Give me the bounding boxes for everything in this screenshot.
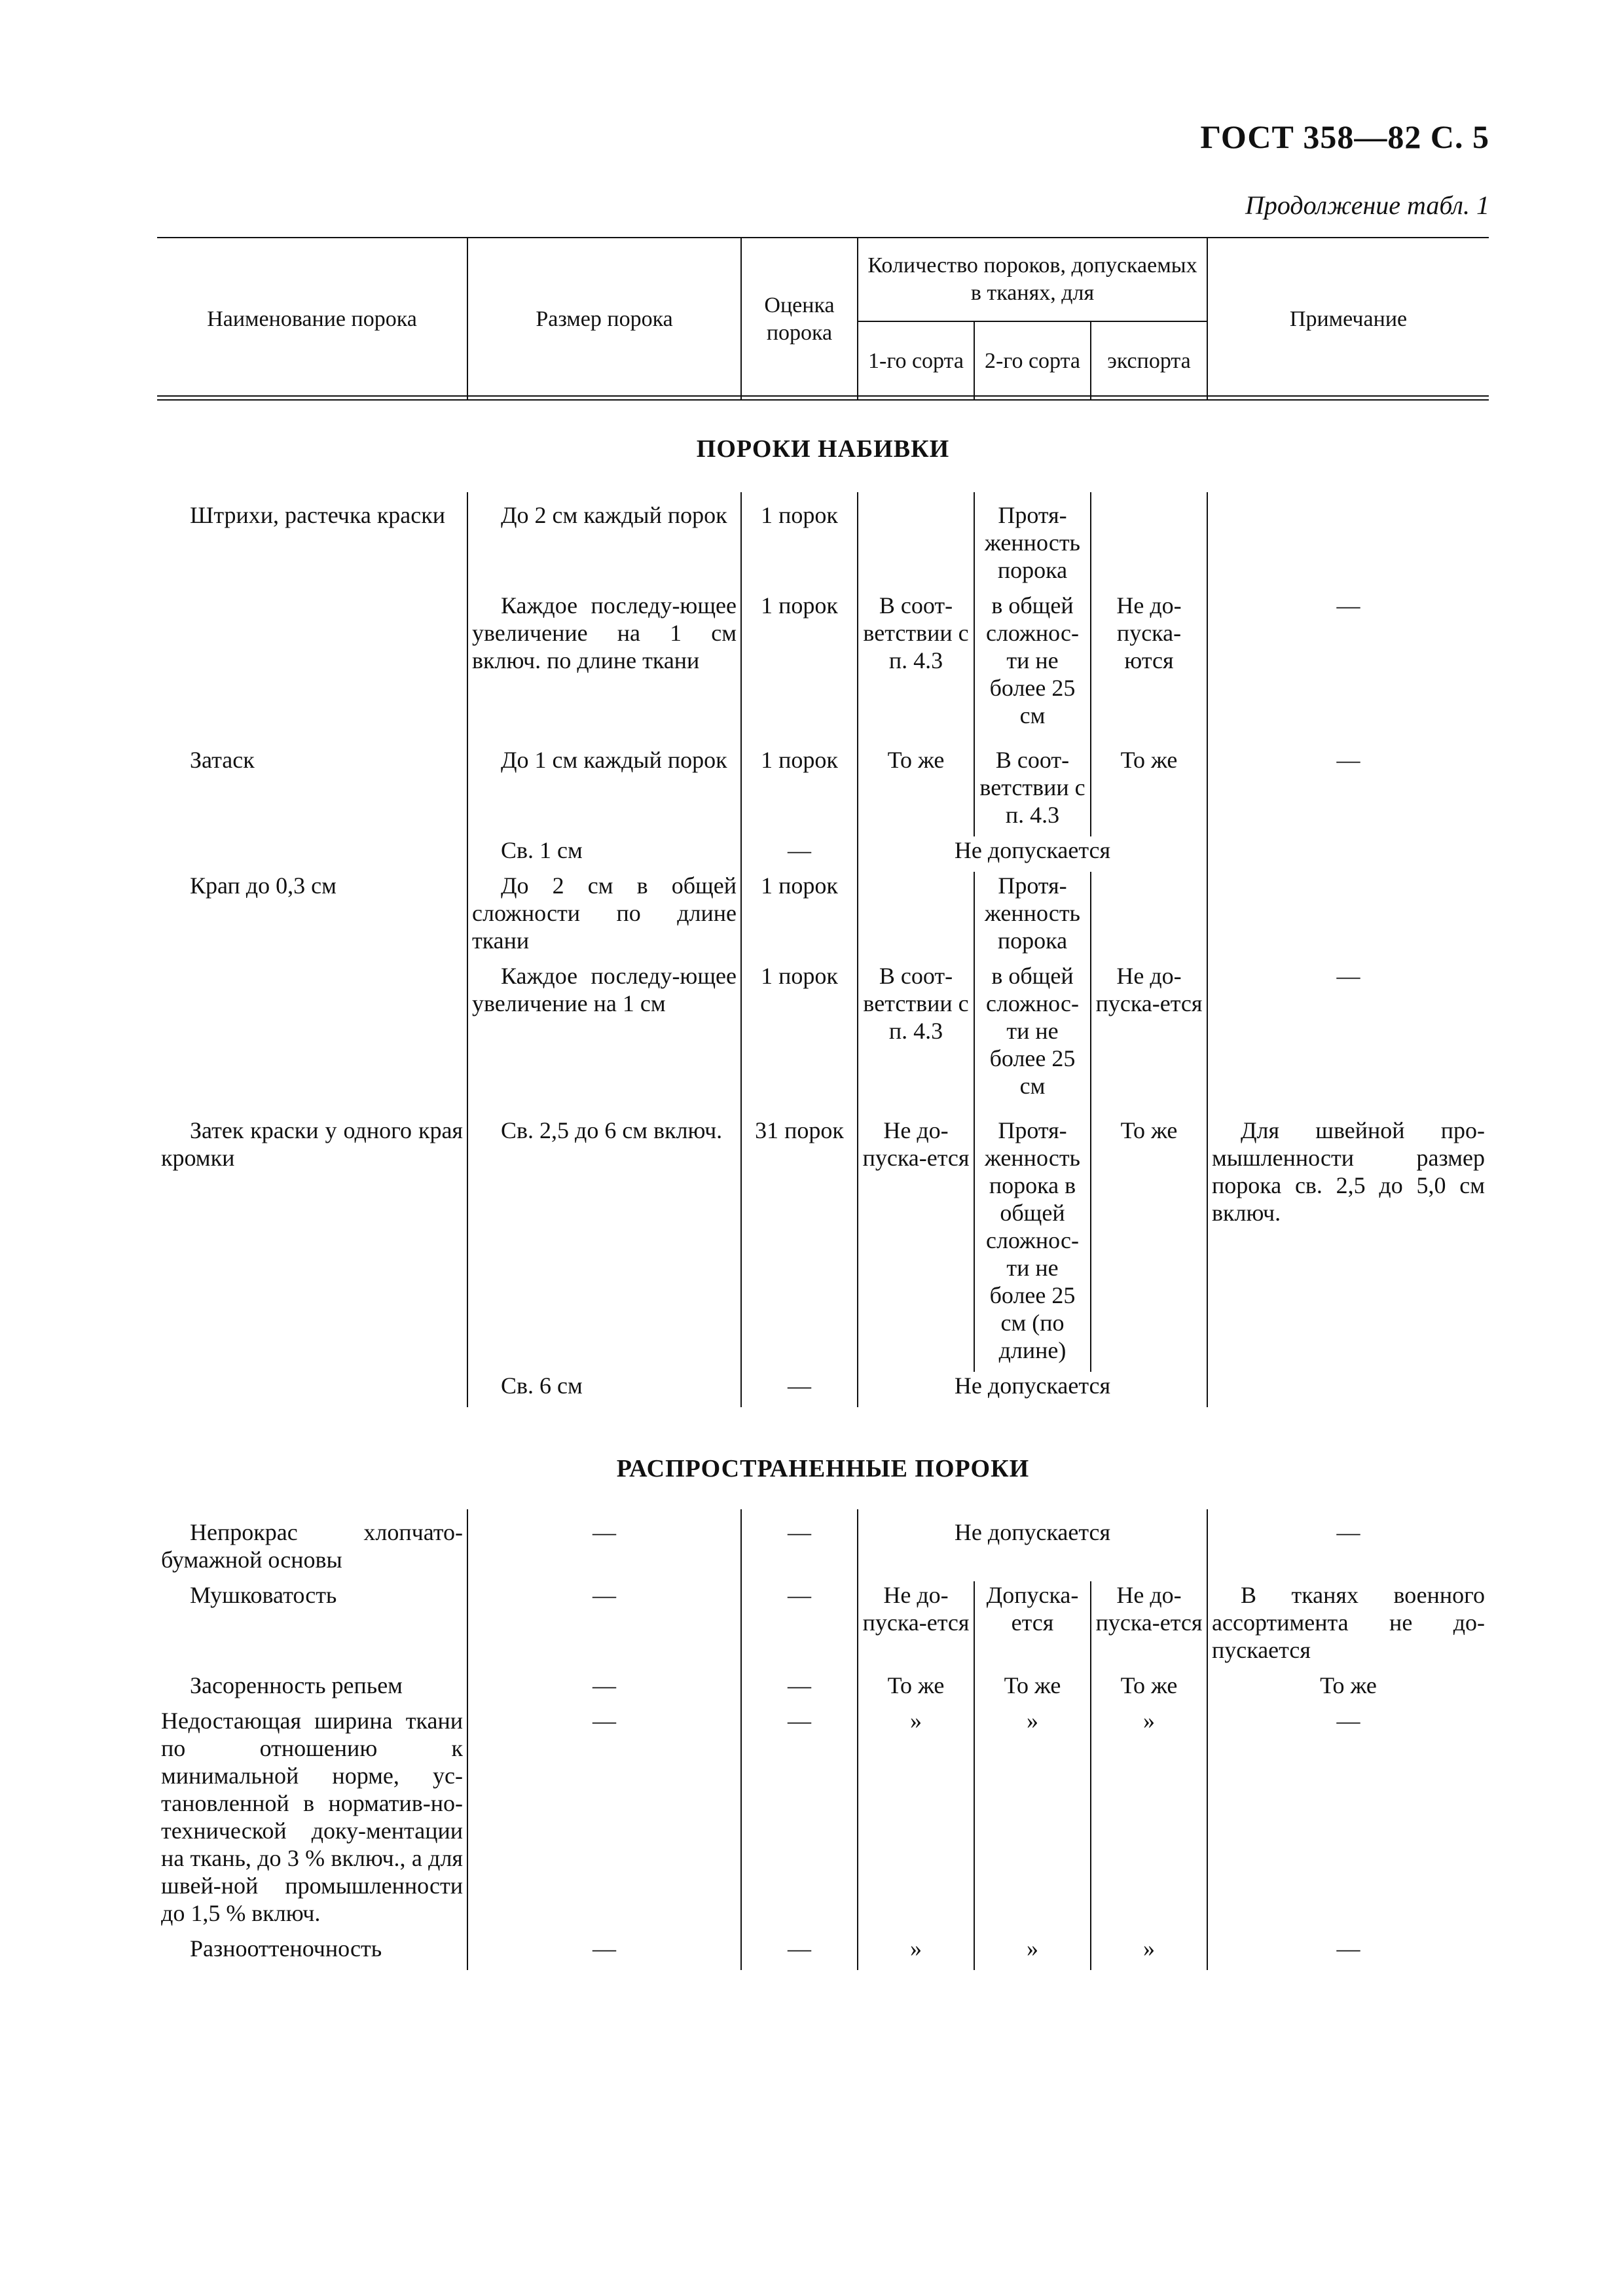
defect-size: — — [467, 1581, 741, 1672]
table-row — [157, 1107, 1489, 1372]
defect-size: Каждое последу-ющее увеличение на 1 см — [467, 962, 741, 1107]
col-header-grade1: 1-го сорта — [858, 321, 974, 401]
defect-name: Штрихи, растечка краски — [157, 492, 467, 592]
defect-name: Разнооттеночность — [157, 1935, 467, 1970]
export-value: Не до-пуска-ется — [1091, 1581, 1207, 1672]
defect-name: Затаск — [157, 737, 467, 836]
defect-score: — — [741, 836, 858, 872]
grade1-value — [858, 872, 974, 962]
grade1-value: » — [858, 1935, 974, 1970]
col-header-name: Наименование порока — [157, 238, 467, 401]
export-value: То же — [1091, 1672, 1207, 1707]
defect-name: Непрокрас хлопчато-бумажной основы — [157, 1509, 467, 1581]
defects-table-common — [157, 1509, 1489, 1970]
defects-table-printing — [157, 492, 1489, 1407]
col-header-grade2: 2-го сорта — [974, 321, 1091, 401]
grade2-value: Протя-женность порока в общей сложнос-ти не более 25 см (по длине) — [974, 1107, 1091, 1372]
table-row — [157, 592, 1489, 737]
defect-score: — — [741, 1935, 858, 1970]
note-value: То же — [1320, 1672, 1377, 1698]
col-header-score: Оценка порока — [741, 238, 858, 401]
export-value: Не до-пуска-ется — [1091, 962, 1207, 1107]
table-row — [157, 1707, 1489, 1935]
note-value: — — [1336, 963, 1360, 989]
defect-size: Св. 1 см — [467, 836, 741, 872]
defect-name: Мушковатость — [157, 1581, 467, 1672]
section-title: ПОРОКИ НАБИВКИ — [696, 435, 950, 463]
table-row — [157, 492, 1489, 592]
defect-name — [157, 962, 467, 1107]
grade1-value: То же — [858, 737, 974, 836]
merged-qty-value: Не допускается — [858, 1372, 1207, 1407]
export-value: То же — [1091, 737, 1207, 836]
grade1-value: В соот-ветствии с п. 4.3 — [858, 592, 974, 737]
page-header: ГОСТ 358—82 С. 5 — [1200, 118, 1489, 155]
defect-score: 1 порок — [741, 962, 858, 1107]
defect-size: Св. 6 см — [467, 1372, 741, 1407]
table-row — [157, 836, 1489, 872]
note-value: — — [1336, 1519, 1360, 1545]
header-double-rule — [157, 395, 1489, 401]
defect-score: 1 порок — [741, 872, 858, 962]
table-row — [157, 872, 1489, 962]
defect-name: Недостающая ширина ткани по отношению к минимальной норме, ус-тановленной в норматив-но-технической доку-ментации на ткань, до 3 % включ., а для швей-ной промышленности до 1,5 % включ. — [157, 1707, 467, 1935]
grade2-value: в общей сложнос-ти не более 25 см — [974, 962, 1091, 1107]
defect-size: До 2 см в общей сложности по длине ткани — [467, 872, 741, 962]
grade2-value: » — [974, 1707, 1091, 1935]
export-value — [1091, 492, 1207, 592]
col-header-note: Примечание — [1207, 238, 1489, 401]
defect-name — [157, 836, 467, 872]
grade1-value: То же — [858, 1672, 974, 1707]
table-row — [157, 737, 1489, 836]
table-row — [157, 962, 1489, 1107]
defect-score: — — [741, 1372, 858, 1407]
defect-name — [157, 592, 467, 737]
col-header-size: Размер порока — [467, 238, 741, 401]
defect-score: 1 порок — [741, 592, 858, 737]
defect-name: Засоренность репьем — [157, 1672, 467, 1707]
note-value: — — [1336, 1708, 1360, 1734]
grade1-value — [858, 492, 974, 592]
note-value: — — [1336, 592, 1360, 619]
defect-score: — — [741, 1581, 858, 1672]
defect-name: Затек краски у одного края кромки — [157, 1107, 467, 1372]
grade1-value: » — [858, 1707, 974, 1935]
grade2-value: В соот-ветствии с п. 4.3 — [974, 737, 1091, 836]
defect-size: Св. 2,5 до 6 см включ. — [467, 1107, 741, 1372]
export-value: Не до-пуска-ются — [1091, 592, 1207, 737]
grade2-value: Протя-женность порока — [974, 872, 1091, 962]
defect-size: — — [467, 1672, 741, 1707]
note-value: Для швейной про-мышленности размер порока св. 2,5 до 5,0 см включ. — [1212, 1117, 1485, 1226]
note-value: — — [1336, 1935, 1360, 1962]
grade2-value: » — [974, 1935, 1091, 1970]
grade1-value: Не до-пуска-ется — [858, 1107, 974, 1372]
grade2-value: Протя-женность порока — [974, 492, 1091, 592]
defect-name — [157, 1372, 467, 1407]
defect-name: Крап до 0,3 см — [157, 872, 467, 962]
defect-score: — — [741, 1707, 858, 1935]
defect-score: 1 порок — [741, 492, 858, 592]
defect-size: — — [467, 1509, 741, 1581]
table-row — [157, 1672, 1489, 1707]
defect-size: До 2 см каждый порок — [467, 492, 741, 592]
defect-score: 1 порок — [741, 737, 858, 836]
table-row — [157, 1372, 1489, 1407]
col-header-export: экспорта — [1091, 321, 1207, 401]
note-value: — — [1336, 747, 1360, 773]
note-value — [1207, 872, 1489, 962]
table-continuation-label: Продолжение табл. 1 — [1245, 190, 1489, 220]
grade1-value: В соот-ветствии с п. 4.3 — [858, 962, 974, 1107]
table-row — [157, 1509, 1489, 1581]
defect-score: 31 порок — [741, 1107, 858, 1372]
merged-qty-value: Не допускается — [858, 836, 1207, 872]
defect-score: — — [741, 1509, 858, 1581]
section-title: РАСПРОСТРАНЕННЫЕ ПОРОКИ — [616, 1455, 1030, 1482]
grade2-value: То же — [974, 1672, 1091, 1707]
col-header-qty-group: Количество пороков, допускаемых в тканях, для — [858, 238, 1207, 321]
defect-size: Каждое последу-ющее увеличение на 1 см включ. по длине ткани — [467, 592, 741, 737]
export-value: » — [1091, 1707, 1207, 1935]
table-header — [157, 237, 1489, 401]
export-value: То же — [1091, 1107, 1207, 1372]
grade1-value: Не до-пуска-ется — [858, 1581, 974, 1672]
grade2-value: Допуска-ется — [974, 1581, 1091, 1672]
note-value — [1207, 492, 1489, 592]
note-value — [1207, 1372, 1489, 1407]
grade2-value: в общей сложнос-ти не более 25 см — [974, 592, 1091, 737]
note-value — [1207, 836, 1489, 872]
export-value — [1091, 872, 1207, 962]
merged-qty-value: Не допускается — [858, 1509, 1207, 1581]
defect-size: — — [467, 1707, 741, 1935]
defect-size: До 1 см каждый порок — [467, 737, 741, 836]
defect-size: — — [467, 1935, 741, 1970]
note-value: В тканях военного ассортимента не до-пускается — [1212, 1582, 1486, 1663]
defect-score: — — [741, 1672, 858, 1707]
export-value: » — [1091, 1935, 1207, 1970]
table-row — [157, 1935, 1489, 1970]
table-row — [157, 1581, 1489, 1672]
